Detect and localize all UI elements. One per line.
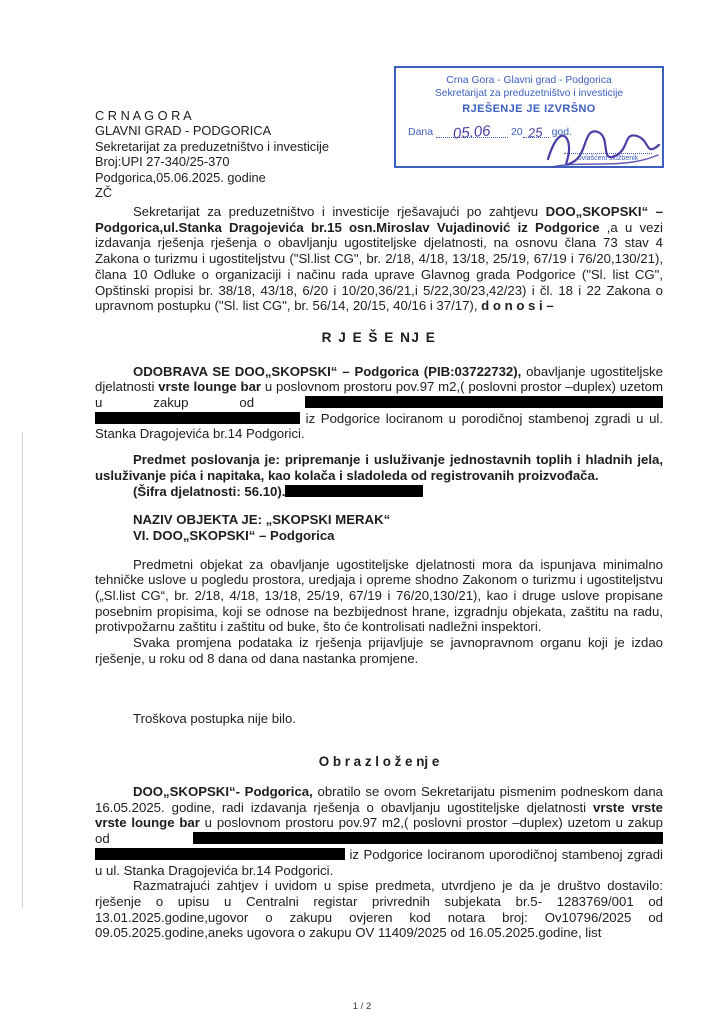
letterhead-country: C R N A G O R A (95, 108, 192, 123)
page-number: 1 / 2 (352, 1001, 372, 1012)
redaction-bar (193, 832, 663, 844)
letterhead (95, 108, 329, 200)
redaction-bar (285, 485, 423, 497)
rationale-title: O b r a z l o ž e nj e (318, 754, 440, 770)
scan-artifact-line (22, 432, 23, 908)
stamp-line-3: RJEŠENJE JE IZVRŠNO (462, 103, 596, 115)
rationale-subject: DOO„SKOPSKI“- Podgorica, (133, 783, 313, 799)
business-subject-paragraph: Predmet poslovanja je: pripremanje i usluživanje jednostavnih toplih i hladnih jela, usluživanje pića i napitaka, kao kolača i sladoleda od registrovanih proizvođača. (95, 452, 663, 483)
approval-paragraph (95, 364, 663, 443)
stamp-year-handwritten: 25 (527, 124, 544, 141)
object-name-block (95, 512, 663, 543)
conditions-paragraph: Predmetni objekat za obavljanje ugostiteljske djelatnosti mora da ispunjava minimalno tehničke uslove u pogledu prostora, uredjaja i opreme shodno Zakonom o turizmu i ugostiteljstvu („Sl.list CG“, br. 2/18, 4/18, 13/18, 25/19, 67/19 i 76/20,130/21), kao i druge uslove propisane posebnim propisima, koji se odnose na bezbijednost hrane, izgradnju objekata, zaštitu na radu, protivpožarnu zaštitu i zaštitu od buke, što će kontrolisati nadležni inspektori. (95, 556, 663, 635)
letterhead-city: GLAVNI GRAD - PODGORICA (95, 123, 272, 139)
letterhead-case-number: Broj:UPI 27-340/25-370 (95, 154, 230, 170)
redaction-bar (95, 848, 345, 860)
intro-text-2: ,a u vezi izdavanja rješenja rješenja o obavljanju ugostiteljske djelatnosti, na osnovu člana 73 stav 4 Zakona o turizmu i ugostiteljstvu ("Sl.list CG", br. 2/18, 4/18, 13/18, 25/19, 67/19 i 76/20,130/21), člana 10 Odluke o organizaciji i načinu rada uprave Glavnog grada Podgorice ("Sl. list CG", Opštinski propisi br. 38/18, 43/18, 6/20 i 10/20,36/21,i 5/22,30/23,42/23) i čl. 18 i 22 Zakona o upravnom postupku ("Sl. list CG", br. 56/14, 20/15, 40/16 i 37/17), (95, 219, 663, 314)
letterhead-initials: ZČ (95, 185, 113, 201)
stamp-god-label: god. (551, 126, 572, 138)
object-owner-line: VI. DOO„SKOPSKI“ – Podgorica (133, 527, 335, 543)
approval-text-2: u poslovnom prostoru pov.97 m2,( poslovni prostor –duplex) uzetom u zakup od (95, 379, 663, 411)
object-name-line: NAZIV OBJEKTA JE: „SKOPSKI MERAK“ (133, 512, 391, 528)
redaction-bar (305, 396, 663, 408)
rationale-text-1: obratilo se ovom Sekretarijatu pismenim podneskom dana 16.05.2025. godine, radi izdavanja rješenja o obavljanju ugostiteljske djelatnosti (95, 783, 663, 815)
rationale-text-2: u poslovnom prostoru pov.97 m2,( poslovni prostor –duplex) uzetom u zakup od (95, 815, 663, 847)
intro-text-1: Sekretarijat za preduzetništvo i investicije rješavajući po zahtjevu (133, 204, 546, 219)
costs-line: Troškova postupka nije bilo. (133, 710, 296, 726)
intro-applicant: DOO„SKOPSKI“ – Podgorica,ul.Stanka Dragojevića br.15 osn.Miroslav Vujadinović iz Podgorice (95, 204, 663, 235)
activity-code-line (95, 484, 663, 500)
stamp-date-handwritten: 05.06 (452, 122, 492, 143)
rationale-activity-type: vrste vrste vrste lounge bar (95, 799, 663, 831)
intro-donosi: d o n o s i – (481, 298, 554, 314)
document-body (95, 204, 663, 941)
approval-text-1: obavljanje ugostiteljske djelatnosti (95, 363, 663, 395)
rationale-paragraph (95, 784, 663, 878)
approval-activity-type: vrste lounge bar (158, 379, 262, 395)
executive-stamp (394, 66, 664, 168)
signature-icon (538, 115, 670, 188)
evidence-paragraph: Razmatrajući zahtjev i uvidom u spise predmeta, utvrdjeno je da je društvo dostavilo: rješenje o upisu u Centralni registar privrednih subjekata br.5- 1283769/001 od 13.01.2025.godine,ugovor o zakupu ovjeren kod notara broj: Ov10796/2025 od 09.05.2025.godine,aneks ugovora o zakupu OV 11409/2025 od 16.05.2025.godine, list (95, 878, 663, 941)
stamp-line-1: Crna Gora - Glavni grad - Podgorica (446, 75, 612, 86)
activity-code: (Šifra djelatnosti: 56.10). (133, 483, 286, 499)
approval-text-3: iz Podgorice lociranom u porodičnoj stambenoj zgradi u ul. Stanka Dragojevića br.14 Podgorici. (95, 410, 663, 442)
decision-title: R J E Š E NJ E (321, 329, 437, 345)
letterhead-place-date: Podgorica,05.06.2025. godine (95, 169, 266, 185)
stamp-dana-label: Dana (408, 126, 434, 138)
rationale-text-3: iz Podgorice lociranom uporodičnoj stambenoj zgradi u ul. Stanka Dragojevića br.14 Podgorici. (95, 846, 663, 878)
redaction-bar (95, 412, 300, 424)
stamp-year-prefix: 20 (510, 126, 523, 138)
stamp-officer-label: ovlašćeni službenik (577, 155, 639, 162)
stamp-line-2: Sekretarijat za preduzetništvo i investicije (434, 88, 624, 99)
intro-paragraph (95, 204, 663, 314)
approval-subject: ODOBRAVA SE DOO„SKOPSKI“ – Podgorica (PIB:03722732), (133, 363, 522, 379)
change-notice-paragraph: Svaka promjena podataka iz rješenja prijavljuje se javnopravnom organu koji je izdao rješenje, u roku od 8 dana od dana nastanka promjene. (95, 635, 663, 666)
letterhead-department: Sekretarijat za preduzetništvo i investicije (95, 138, 330, 154)
stamp-date-line (436, 122, 508, 143)
